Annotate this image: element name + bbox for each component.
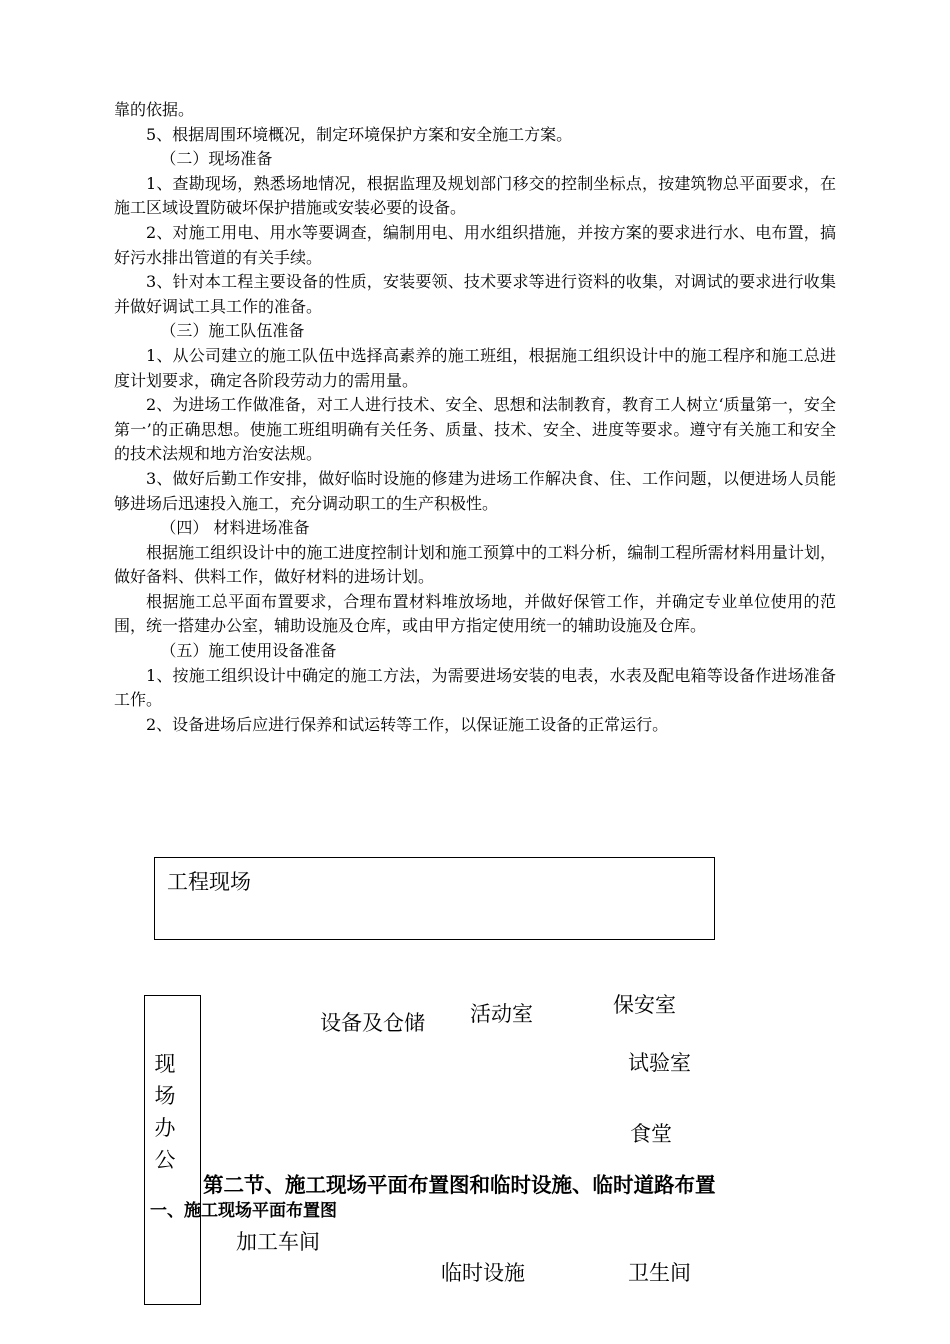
activity-room-label: 活动室 (470, 1002, 533, 1026)
subsection-title: （五）施工使用设备准备 (160, 641, 337, 661)
paragraph: 1、从公司建立的施工队伍中选择高素养的施工班组，根据施工组织设计中的施工程序和施工总进度计划要求，确定各阶段劳动力的需用量。 (114, 345, 836, 390)
processing-workshop-label: 加工车间 (236, 1230, 320, 1254)
office-box (144, 995, 201, 1305)
security-room-label: 保安室 (613, 993, 676, 1017)
site-box (154, 857, 715, 940)
paragraph: 1、查勘现场，熟悉场地情况，根据监理及规划部门移交的控制坐标点，按建筑物总平面要求，在施工区域设置防破坏保护措施或安装必要的设备。 (114, 173, 836, 218)
subsection-title: （四） 材料进场准备 (160, 518, 310, 538)
paragraph: 根据施工组织设计中的施工进度控制计划和施工预算中的工料分析，编制工程所需材料用量计划，做好备料、供料工作，做好材料的进场计划。 (114, 542, 836, 587)
temporary-facilities-label: 临时设施 (441, 1261, 525, 1285)
canteen-label: 食堂 (630, 1122, 672, 1146)
site-label: 工程现场 (167, 870, 251, 894)
paragraph: 2、对施工用电、用水等要调查，编制用电、用水组织措施，并按方案的要求进行水、电布置，搞好污水排出管道的有关手续。 (114, 222, 836, 267)
laboratory-label: 试验室 (628, 1051, 691, 1075)
restroom-label: 卫生间 (628, 1261, 691, 1285)
paragraph: 3、做好后勤工作安排，做好临时设施的修建为进场工作解决食、住、工作问题，以便进场人员能够进场后迅速投入施工，充分调动职工的生产积极性。 (114, 468, 836, 513)
document-body (114, 98, 836, 737)
subsection-title: （二）现场准备 (160, 149, 273, 169)
paragraph: 靠的依据。 (114, 100, 195, 119)
paragraph: 根据施工总平面布置要求，合理布置材料堆放场地，并做好保管工作，并确定专业单位使用的范围，统一搭建办公室，辅助设施及仓库，或由甲方指定使用统一的辅助设施及仓库。 (114, 591, 836, 636)
paragraph: 5、根据周围环境概况，制定环境保护方案和安全施工方案。 (146, 124, 573, 144)
section-heading: 第二节、施工现场平面布置图和临时设施、临时道路布置 (203, 1173, 716, 1197)
subsection-title: （三）施工队伍准备 (160, 321, 305, 341)
office-label: 现场办公 (154, 1052, 176, 1172)
paragraph: 1、按施工组织设计中确定的施工方法，为需要进场安装的电表，水表及配电箱等设备作进场准备工作。 (114, 665, 836, 710)
equipment-storage-label: 设备及仓储 (320, 1011, 425, 1035)
paragraph: 2、为进场工作做准备，对工人进行技术、安全、思想和法制教育，教育工人树立‘质量第一，安全第一’的正确思想。使施工班组明确有关任务、质量、技术、安全、进度等要求。遵守有关施工和安全的技术法规和地方治安法规。 (114, 395, 836, 464)
paragraph: 3、针对本工程主要设备的性质，安装要领、技术要求等进行资料的收集，对调试的要求进行收集并做好调试工具工作的准备。 (114, 272, 836, 316)
section-subheading: 一、施工现场平面布置图 (150, 1201, 337, 1221)
paragraph: 2、设备进场后应进行保养和试运转等工作，以保证施工设备的正常运行。 (146, 714, 669, 734)
